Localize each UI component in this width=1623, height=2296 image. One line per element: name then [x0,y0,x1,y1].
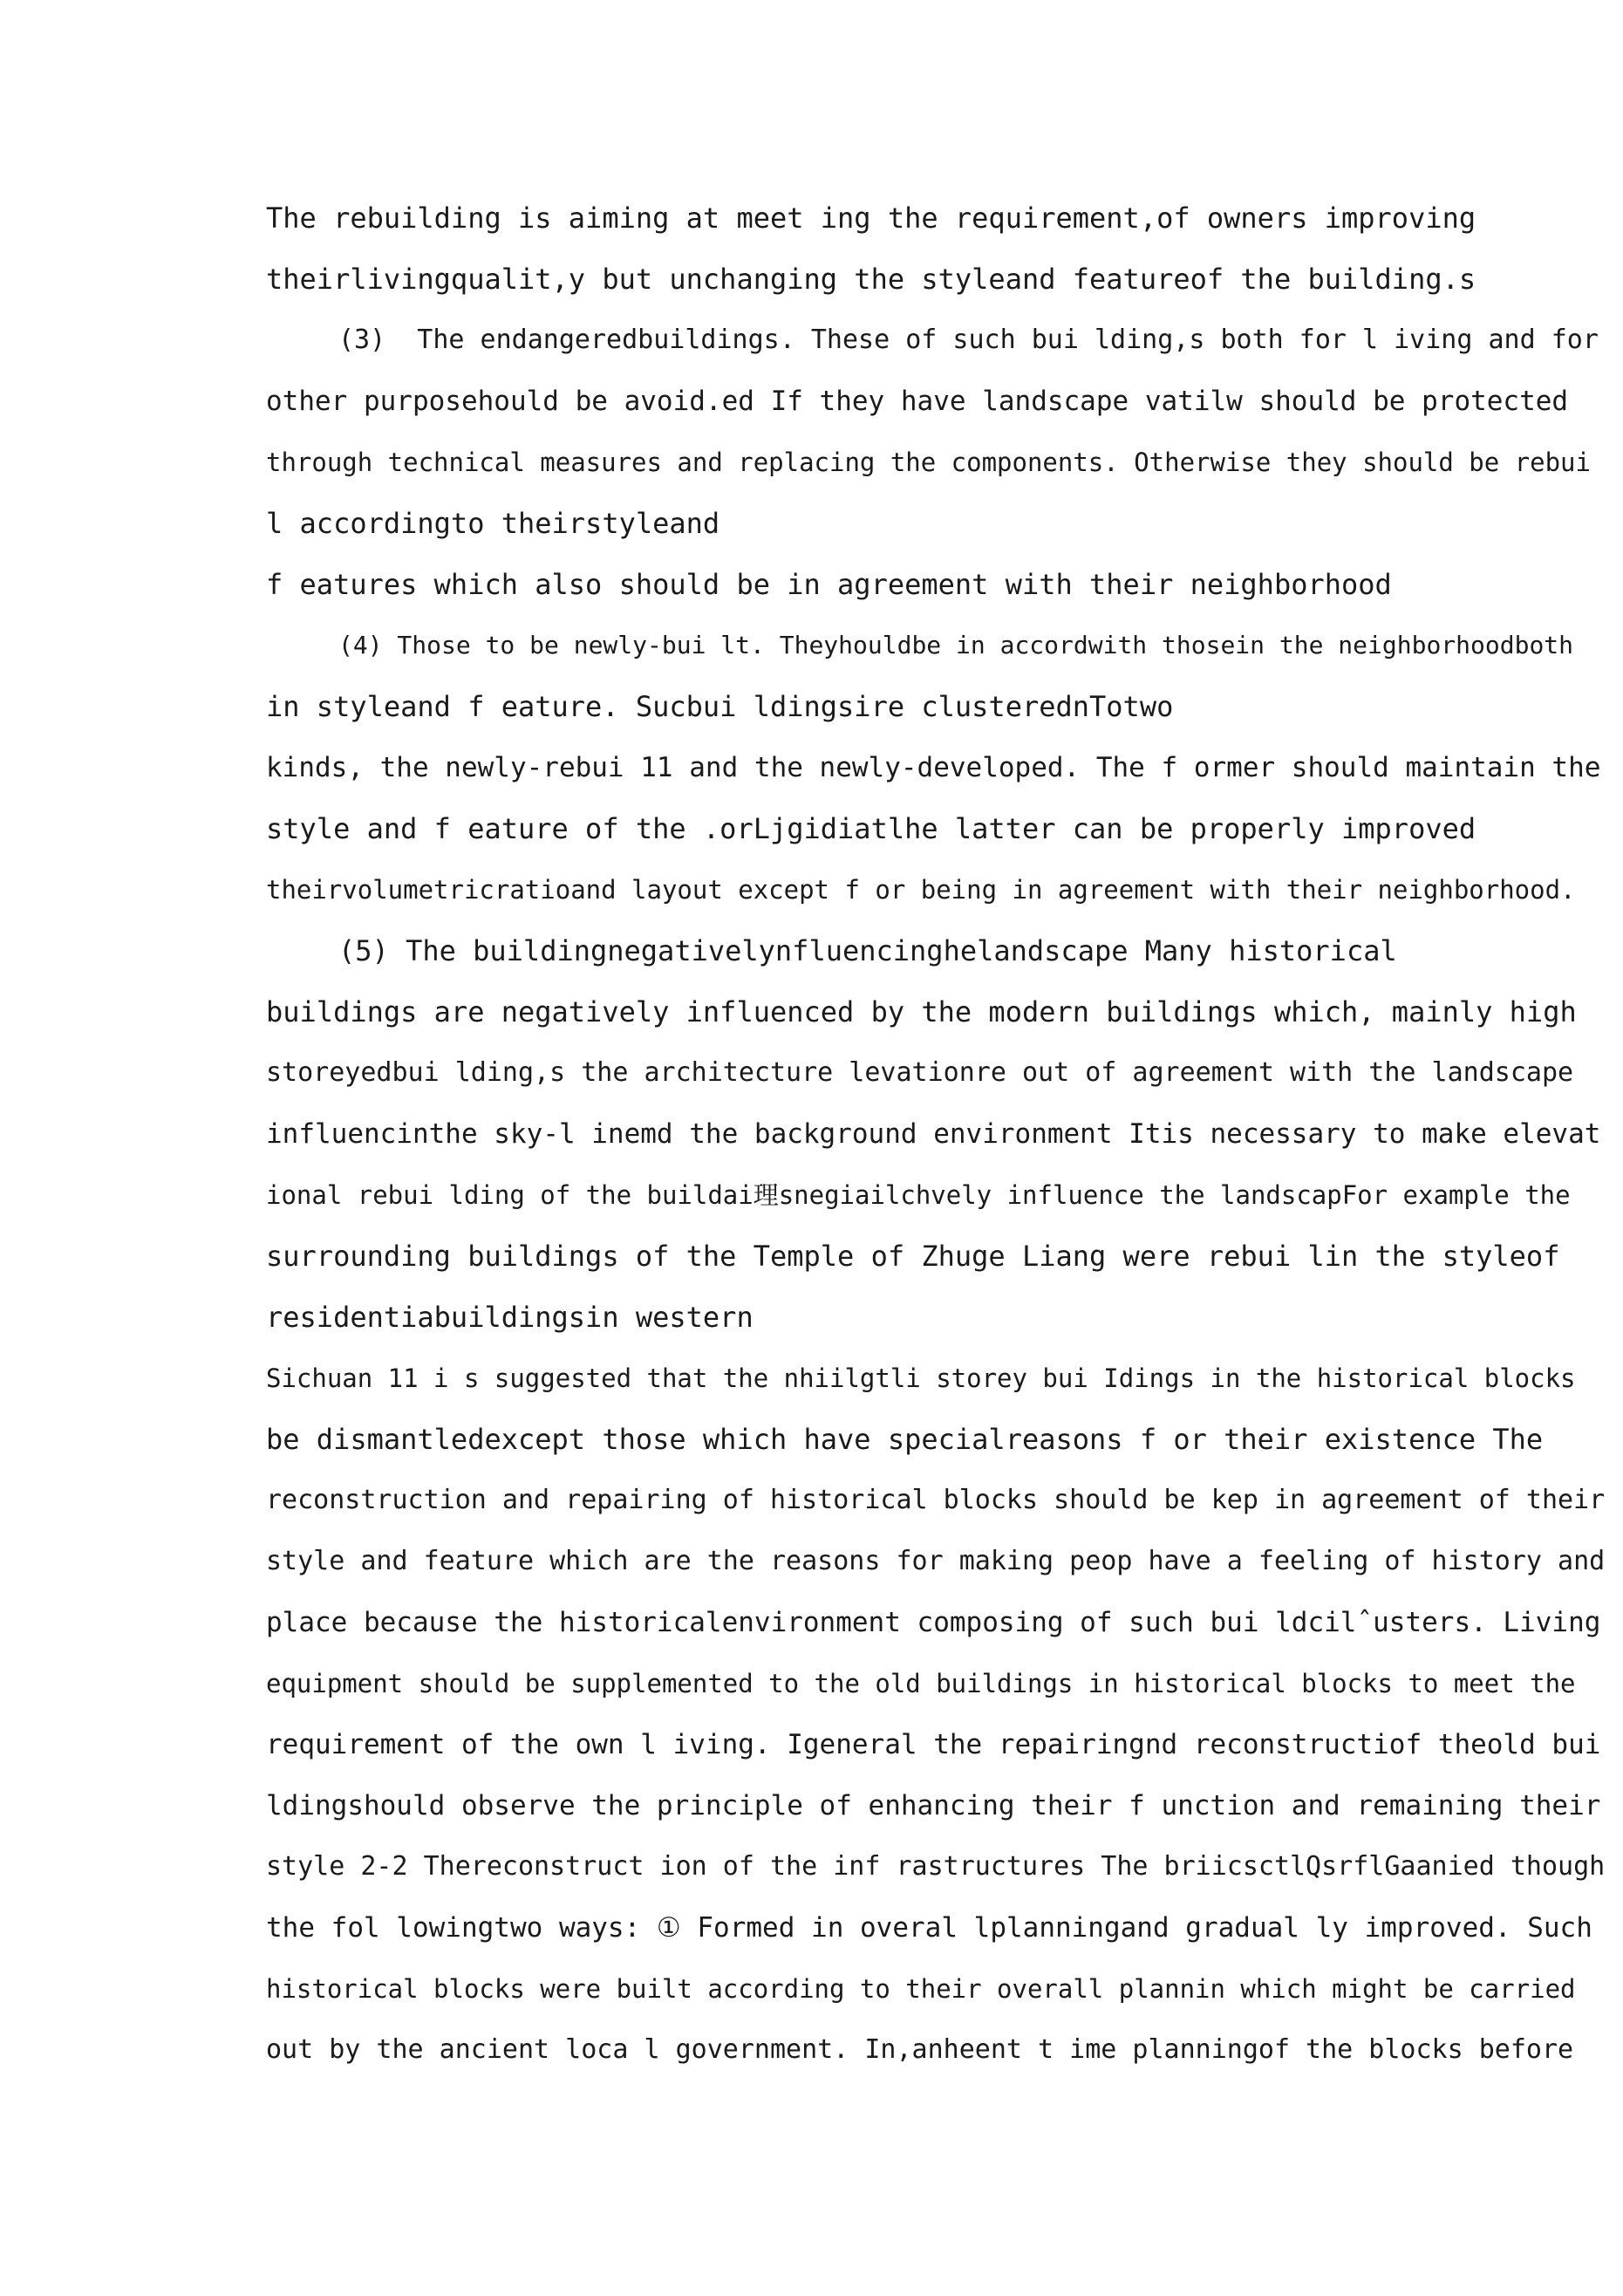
text-line: out by the ancient loca l government. In,anheent t ime planningof the blocks before [266,2034,1574,2065]
text-line: the fol lowingtwo ways: ① Formed in overal lplanningand gradual ly improved. Such [266,1912,1592,1944]
text-line: requirement of the own l iving. Igeneral the repairingnd reconstructiof theold bui [266,1729,1601,1760]
text-line: Sichuan 11 i s suggested that the nhiilgtli storey bui Idings in the historical blocks [266,1363,1576,1393]
text-line: (4) Those to be newly-bui lt. Theyhouldbe in accordwith thosein the neighborhoodboth [338,631,1574,659]
text-line: other purposehould be avoid.ed If they have landscape vatilw should be protected [266,386,1569,417]
text-line: style and f eature of the .orLjgidiatlhe latter can be properly improved [266,812,1476,845]
text-line: theirvolumetricratioand layout except f or being in agreement with their neighborhood. [266,875,1576,905]
text-line: influencinthe sky-l inemd the background environment Itis necessary to make elevat [266,1118,1601,1150]
text-line: surrounding buildings of the Temple of Zhuge Liang were rebui lin the styleof [266,1240,1560,1273]
text-line: ional rebui lding of the buildai理snegiailchvely influence the landscapFor example the [266,1180,1571,1210]
text-line: (3) The endangeredbuildings. These of such bui lding,s both for l iving and for [338,325,1599,355]
text-line: place because the historicalenvironment composing of such bui ldcilˆusters. Living [266,1607,1601,1638]
text-line: l accordingto theirstyleand [266,507,720,540]
text-line: f eatures which also should be in agreement with their neighborhood [266,568,1392,601]
text-line: through technical measures and replacing the components. Otherwise they should be rebui [266,448,1591,477]
text-line: ldingshould observe the principle of enhancing their f unction and remaining their [266,1790,1601,1821]
text-line: The rebuilding is aiming at meet ing the requirement,of owners improving [266,202,1476,235]
text-line: equipment should be supplemented to the old buildings in historical blocks to meet the [266,1669,1576,1698]
text-line: (5) The buildingnegativelynfluencinghelandscape Many historical [338,934,1397,967]
text-line: historical blocks were built according to their overall plannin which might be carried [266,1974,1576,2004]
text-line: in styleand f eature. Sucbui ldingsire clusterednTotwo [266,690,1174,723]
text-line: style and feature which are the reasons for making peop have a feeling of history and [266,1546,1606,1576]
text-line: residentiabuildingsin western [266,1301,754,1334]
text-line: theirlivingqualit,y but unchanging the styleand featureof the building.s [266,263,1476,296]
text-line: be dismantledexcept those which have specialreasons f or their existence The [266,1423,1544,1456]
text-line: storeyedbui lding,s the architecture levationre out of agreement with the landscape [266,1057,1574,1088]
text-line: style 2-2 Thereconstruct ion of the inf rastructures The briicsctlQsrflGaanied though [266,1851,1606,1882]
text-line: buildings are negatively influenced by the modern buildings which, mainly high [266,995,1577,1028]
text-line: kinds, the newly-rebui 11 and the newly-developed. The f ormer should maintain the [266,752,1601,783]
text-line: reconstruction and repairing of historical blocks should be kep in agreement of their [266,1485,1606,1515]
